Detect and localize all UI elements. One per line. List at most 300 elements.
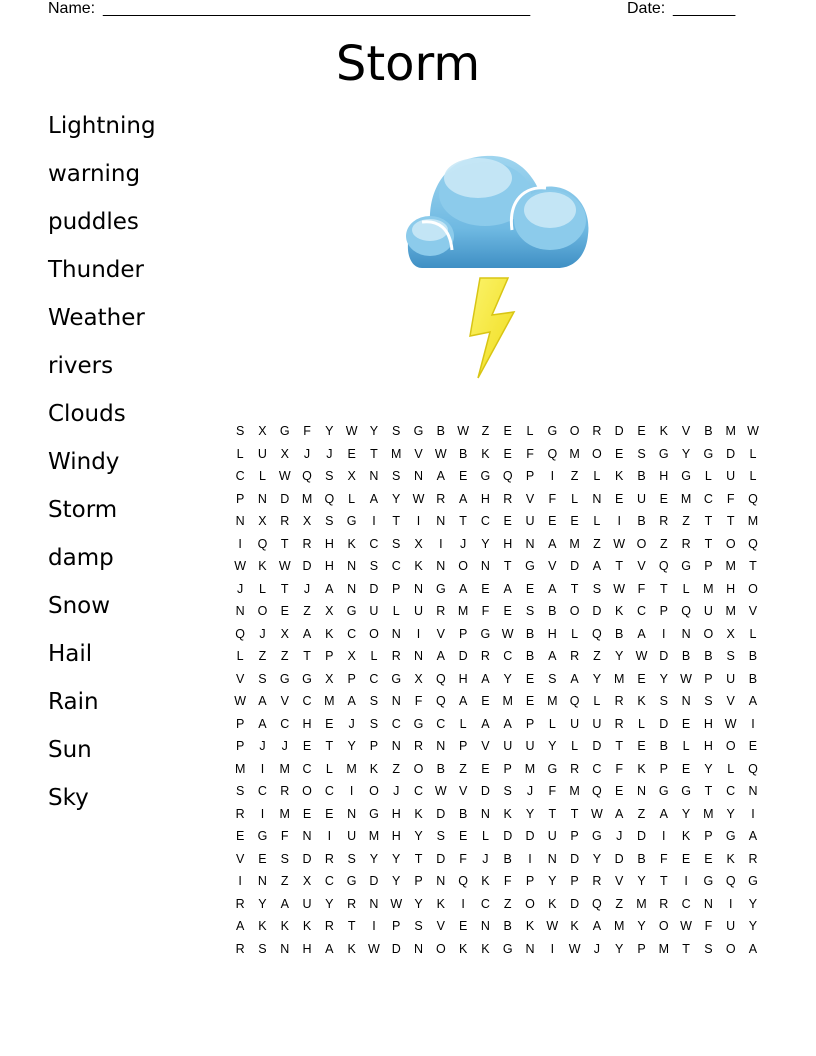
grid-cell[interactable]: N: [703, 896, 713, 911]
grid-cell[interactable]: Q: [592, 896, 602, 911]
grid-cell[interactable]: O: [725, 739, 736, 753]
grid-cell[interactable]: I: [751, 716, 755, 731]
grid-cell[interactable]: E: [525, 581, 535, 596]
grid-cell[interactable]: E: [615, 491, 624, 506]
grid-cell[interactable]: W: [613, 581, 626, 596]
grid-cell[interactable]: B: [704, 424, 713, 438]
grid-cell[interactable]: W: [680, 919, 692, 933]
grid-cell[interactable]: J: [616, 829, 623, 843]
grid-cell[interactable]: C: [480, 896, 490, 911]
grid-cell[interactable]: B: [704, 649, 713, 663]
grid-cell[interactable]: R: [391, 649, 401, 663]
grid-cell[interactable]: R: [659, 514, 669, 528]
grid-cell[interactable]: J: [303, 581, 311, 596]
grid-cell[interactable]: Y: [681, 806, 691, 821]
grid-cell[interactable]: W: [457, 424, 470, 438]
grid-cell[interactable]: G: [346, 874, 357, 888]
grid-cell[interactable]: S: [503, 784, 512, 798]
grid-cell[interactable]: B: [637, 851, 646, 866]
grid-cell[interactable]: K: [570, 919, 579, 933]
grid-cell[interactable]: D: [280, 491, 290, 506]
grid-cell[interactable]: E: [570, 514, 579, 528]
grid-cell[interactable]: T: [414, 851, 423, 866]
grid-cell[interactable]: F: [548, 491, 557, 506]
grid-cell[interactable]: N: [347, 581, 357, 596]
grid-cell[interactable]: B: [637, 514, 646, 528]
grid-cell[interactable]: Y: [748, 919, 758, 933]
grid-cell[interactable]: K: [525, 919, 535, 933]
grid-cell[interactable]: Q: [592, 784, 602, 798]
grid-cell[interactable]: L: [392, 604, 400, 618]
grid-cell[interactable]: G: [369, 806, 379, 821]
grid-cell[interactable]: W: [613, 536, 626, 551]
grid-cell[interactable]: J: [482, 851, 489, 866]
grid-cell[interactable]: Y: [414, 896, 423, 911]
grid-cell[interactable]: N: [235, 604, 245, 618]
grid-cell[interactable]: H: [480, 491, 490, 506]
grid-cell[interactable]: S: [347, 851, 356, 866]
grid-cell[interactable]: C: [636, 604, 646, 618]
grid-cell[interactable]: W: [234, 694, 247, 708]
grid-cell[interactable]: Z: [459, 761, 467, 776]
grid-cell[interactable]: P: [414, 874, 423, 888]
grid-cell[interactable]: T: [615, 739, 624, 753]
grid-cell[interactable]: N: [436, 739, 446, 753]
grid-cell[interactable]: E: [704, 851, 713, 866]
grid-cell[interactable]: M: [547, 694, 558, 708]
grid-cell[interactable]: Z: [303, 604, 311, 618]
grid-cell[interactable]: S: [392, 469, 401, 483]
grid-cell[interactable]: M: [346, 761, 357, 776]
grid-cell[interactable]: W: [368, 941, 380, 956]
grid-cell[interactable]: W: [680, 671, 692, 686]
grid-cell[interactable]: A: [748, 941, 758, 956]
grid-cell[interactable]: R: [436, 604, 446, 618]
grid-cell[interactable]: X: [325, 604, 334, 618]
grid-cell[interactable]: X: [302, 874, 312, 888]
grid-cell[interactable]: F: [637, 581, 646, 596]
grid-cell[interactable]: M: [613, 919, 625, 933]
grid-cell[interactable]: I: [662, 829, 666, 843]
grid-cell[interactable]: C: [703, 491, 713, 506]
grid-cell[interactable]: G: [279, 671, 290, 686]
grid-cell[interactable]: M: [703, 581, 714, 596]
grid-cell[interactable]: P: [704, 829, 713, 843]
grid-cell[interactable]: P: [392, 919, 401, 933]
grid-cell[interactable]: A: [481, 671, 490, 686]
grid-cell[interactable]: I: [528, 851, 532, 866]
grid-cell[interactable]: H: [547, 626, 557, 641]
grid-cell[interactable]: Z: [503, 896, 512, 911]
grid-cell[interactable]: Z: [593, 536, 601, 551]
grid-cell[interactable]: O: [636, 536, 647, 551]
grid-cell[interactable]: D: [369, 581, 379, 596]
grid-cell[interactable]: N: [414, 469, 424, 483]
grid-cell[interactable]: V: [436, 919, 445, 933]
grid-cell[interactable]: U: [592, 716, 602, 731]
grid-cell[interactable]: V: [235, 851, 245, 866]
grid-cell[interactable]: T: [659, 581, 668, 596]
grid-cell[interactable]: P: [392, 581, 401, 596]
grid-cell[interactable]: A: [280, 896, 289, 911]
grid-cell[interactable]: H: [302, 941, 312, 956]
grid-cell[interactable]: Q: [302, 469, 312, 483]
grid-cell[interactable]: A: [458, 694, 468, 708]
grid-cell[interactable]: E: [481, 761, 490, 776]
grid-cell[interactable]: S: [704, 694, 713, 708]
grid-cell[interactable]: V: [748, 604, 758, 618]
grid-cell[interactable]: L: [682, 581, 690, 596]
grid-cell[interactable]: E: [481, 581, 490, 596]
grid-cell[interactable]: D: [480, 784, 490, 798]
name-field-line[interactable]: ________________________________________________: [103, 0, 531, 17]
grid-cell[interactable]: J: [281, 739, 288, 753]
date-field-line[interactable]: _______: [673, 0, 736, 17]
grid-cell[interactable]: N: [436, 559, 446, 573]
grid-cell[interactable]: G: [435, 581, 446, 596]
grid-cell[interactable]: T: [303, 649, 311, 663]
grid-cell[interactable]: D: [458, 649, 468, 663]
grid-cell[interactable]: K: [548, 896, 557, 911]
grid-cell[interactable]: C: [280, 716, 290, 731]
grid-cell[interactable]: L: [481, 829, 489, 843]
grid-cell[interactable]: R: [235, 806, 245, 821]
grid-cell[interactable]: F: [659, 851, 668, 866]
grid-cell[interactable]: A: [258, 694, 267, 708]
grid-cell[interactable]: Q: [748, 491, 758, 506]
grid-cell[interactable]: Y: [681, 446, 691, 461]
grid-cell[interactable]: T: [459, 514, 467, 528]
grid-cell[interactable]: G: [346, 604, 357, 618]
grid-cell[interactable]: L: [325, 761, 333, 776]
grid-cell[interactable]: J: [303, 446, 311, 461]
grid-cell[interactable]: C: [726, 784, 736, 798]
grid-cell[interactable]: M: [502, 694, 513, 708]
grid-cell[interactable]: I: [617, 514, 621, 528]
grid-cell[interactable]: H: [458, 671, 468, 686]
grid-cell[interactable]: E: [615, 784, 624, 798]
grid-cell[interactable]: D: [302, 851, 312, 866]
grid-cell[interactable]: X: [280, 446, 289, 461]
grid-cell[interactable]: K: [503, 806, 512, 821]
grid-cell[interactable]: E: [280, 604, 289, 618]
grid-cell[interactable]: J: [593, 941, 601, 956]
grid-cell[interactable]: L: [348, 491, 356, 506]
grid-cell[interactable]: E: [458, 469, 468, 483]
grid-cell[interactable]: W: [724, 716, 737, 731]
grid-cell[interactable]: D: [726, 446, 736, 461]
grid-cell[interactable]: F: [615, 761, 624, 776]
grid-cell[interactable]: K: [458, 941, 468, 956]
grid-cell[interactable]: S: [325, 514, 334, 528]
grid-cell[interactable]: T: [503, 559, 512, 573]
grid-cell[interactable]: N: [391, 694, 401, 708]
grid-cell[interactable]: Q: [748, 761, 758, 776]
grid-cell[interactable]: L: [638, 716, 645, 731]
grid-cell[interactable]: E: [681, 716, 691, 731]
grid-cell[interactable]: B: [525, 626, 535, 641]
grid-cell[interactable]: D: [659, 649, 669, 663]
grid-cell[interactable]: T: [570, 806, 579, 821]
grid-cell[interactable]: M: [569, 536, 580, 551]
grid-cell[interactable]: O: [458, 559, 468, 573]
grid-cell[interactable]: T: [704, 536, 713, 551]
grid-cell[interactable]: X: [726, 626, 735, 641]
grid-cell[interactable]: U: [347, 829, 357, 843]
grid-cell[interactable]: T: [615, 559, 624, 573]
grid-cell[interactable]: K: [659, 424, 668, 438]
grid-cell[interactable]: T: [682, 941, 690, 956]
grid-cell[interactable]: U: [726, 469, 736, 483]
grid-cell[interactable]: B: [659, 739, 668, 753]
grid-cell[interactable]: A: [503, 716, 512, 731]
grid-cell[interactable]: D: [592, 739, 602, 753]
grid-cell[interactable]: C: [347, 626, 357, 641]
grid-cell[interactable]: C: [302, 694, 312, 708]
grid-cell[interactable]: P: [525, 716, 535, 731]
grid-cell[interactable]: N: [592, 491, 602, 506]
grid-cell[interactable]: H: [726, 581, 736, 596]
grid-cell[interactable]: Q: [569, 694, 580, 708]
grid-cell[interactable]: J: [459, 536, 467, 551]
grid-cell[interactable]: R: [414, 739, 424, 753]
grid-cell[interactable]: Y: [637, 874, 646, 888]
grid-cell[interactable]: E: [481, 694, 490, 708]
grid-cell[interactable]: P: [369, 739, 379, 753]
grid-cell[interactable]: N: [681, 626, 691, 641]
grid-cell[interactable]: N: [636, 784, 646, 798]
grid-cell[interactable]: O: [725, 941, 736, 956]
grid-cell[interactable]: V: [681, 424, 691, 438]
grid-cell[interactable]: M: [279, 806, 290, 821]
grid-cell[interactable]: S: [325, 469, 334, 483]
grid-cell[interactable]: I: [751, 806, 755, 821]
grid-cell[interactable]: M: [703, 806, 714, 821]
grid-cell[interactable]: Q: [748, 536, 758, 551]
grid-cell[interactable]: V: [280, 694, 289, 708]
grid-cell[interactable]: R: [748, 851, 758, 866]
grid-cell[interactable]: R: [503, 491, 513, 506]
grid-cell[interactable]: W: [278, 559, 291, 573]
grid-cell[interactable]: J: [259, 739, 266, 753]
grid-cell[interactable]: W: [434, 446, 447, 461]
grid-cell[interactable]: S: [548, 671, 557, 686]
grid-cell[interactable]: A: [748, 829, 758, 843]
grid-cell[interactable]: Y: [325, 424, 334, 438]
grid-cell[interactable]: K: [615, 469, 624, 483]
grid-cell[interactable]: Y: [481, 536, 490, 551]
grid-cell[interactable]: L: [682, 739, 690, 753]
grid-cell[interactable]: L: [704, 469, 712, 483]
grid-cell[interactable]: I: [728, 896, 733, 911]
grid-cell[interactable]: A: [458, 491, 468, 506]
grid-cell[interactable]: G: [279, 424, 290, 438]
grid-cell[interactable]: E: [525, 671, 535, 686]
grid-cell[interactable]: D: [614, 424, 624, 438]
grid-cell[interactable]: H: [391, 829, 401, 843]
grid-cell[interactable]: E: [681, 851, 691, 866]
grid-cell[interactable]: K: [347, 536, 356, 551]
grid-cell[interactable]: M: [636, 896, 647, 911]
grid-cell[interactable]: Y: [392, 491, 401, 506]
grid-cell[interactable]: E: [503, 604, 512, 618]
grid-cell[interactable]: J: [348, 716, 355, 731]
grid-cell[interactable]: N: [257, 491, 267, 506]
grid-cell[interactable]: M: [658, 941, 669, 956]
grid-cell[interactable]: I: [260, 761, 265, 776]
grid-cell[interactable]: D: [503, 829, 513, 843]
grid-cell[interactable]: R: [302, 536, 312, 551]
grid-cell[interactable]: E: [503, 424, 512, 438]
grid-cell[interactable]: N: [391, 739, 401, 753]
grid-cell[interactable]: R: [592, 874, 602, 888]
grid-cell[interactable]: A: [615, 806, 624, 821]
grid-cell[interactable]: T: [704, 784, 713, 798]
grid-cell[interactable]: T: [726, 514, 735, 528]
grid-cell[interactable]: H: [324, 536, 334, 551]
grid-cell[interactable]: O: [725, 536, 736, 551]
grid-cell[interactable]: Y: [615, 649, 624, 663]
grid-cell[interactable]: M: [569, 784, 580, 798]
grid-cell[interactable]: W: [345, 424, 358, 438]
grid-cell[interactable]: Q: [235, 626, 246, 641]
grid-cell[interactable]: P: [704, 559, 713, 573]
grid-cell[interactable]: D: [369, 874, 379, 888]
grid-cell[interactable]: P: [325, 649, 334, 663]
grid-cell[interactable]: Z: [659, 536, 668, 551]
grid-cell[interactable]: P: [659, 604, 668, 618]
grid-cell[interactable]: F: [526, 446, 534, 461]
grid-cell[interactable]: P: [637, 941, 646, 956]
grid-cell[interactable]: N: [347, 559, 357, 573]
grid-cell[interactable]: E: [681, 761, 691, 776]
grid-cell[interactable]: V: [458, 784, 468, 798]
grid-cell[interactable]: X: [280, 626, 289, 641]
grid-cell[interactable]: N: [302, 829, 312, 843]
grid-cell[interactable]: X: [414, 671, 423, 686]
grid-cell[interactable]: M: [301, 491, 313, 506]
grid-cell[interactable]: K: [436, 896, 445, 911]
grid-cell[interactable]: Y: [592, 671, 602, 686]
grid-cell[interactable]: E: [458, 919, 468, 933]
grid-cell[interactable]: G: [547, 761, 558, 776]
grid-cell[interactable]: Q: [658, 559, 669, 573]
grid-cell[interactable]: B: [436, 761, 445, 776]
grid-cell[interactable]: A: [503, 581, 512, 596]
grid-cell[interactable]: N: [748, 784, 758, 798]
grid-cell[interactable]: Y: [748, 896, 758, 911]
grid-cell[interactable]: N: [681, 694, 691, 708]
grid-cell[interactable]: H: [703, 739, 713, 753]
grid-cell[interactable]: R: [235, 896, 245, 911]
grid-cell[interactable]: N: [280, 941, 290, 956]
grid-cell[interactable]: R: [324, 919, 334, 933]
grid-cell[interactable]: V: [637, 559, 646, 573]
grid-cell[interactable]: K: [414, 806, 423, 821]
grid-cell[interactable]: U: [414, 604, 424, 618]
grid-cell[interactable]: L: [370, 649, 378, 663]
grid-cell[interactable]: E: [325, 806, 334, 821]
grid-cell[interactable]: K: [637, 761, 646, 776]
grid-cell[interactable]: A: [481, 716, 490, 731]
grid-cell[interactable]: Z: [570, 469, 579, 483]
grid-cell[interactable]: Z: [615, 896, 624, 911]
grid-cell[interactable]: I: [372, 919, 376, 933]
grid-cell[interactable]: S: [592, 581, 602, 596]
grid-cell[interactable]: Y: [369, 424, 379, 438]
grid-cell[interactable]: R: [614, 694, 624, 708]
grid-cell[interactable]: C: [414, 784, 424, 798]
grid-cell[interactable]: Q: [257, 536, 268, 551]
grid-cell[interactable]: X: [302, 514, 312, 528]
grid-cell[interactable]: M: [725, 424, 736, 438]
grid-cell[interactable]: G: [480, 469, 491, 483]
grid-cell[interactable]: C: [302, 761, 312, 776]
grid-cell[interactable]: D: [525, 829, 535, 843]
grid-cell[interactable]: P: [525, 874, 535, 888]
grid-cell[interactable]: E: [548, 514, 557, 528]
grid-cell[interactable]: E: [258, 851, 267, 866]
grid-cell[interactable]: T: [370, 446, 378, 461]
grid-cell[interactable]: B: [436, 424, 445, 438]
grid-cell[interactable]: M: [680, 491, 692, 506]
grid-cell[interactable]: D: [570, 851, 580, 866]
grid-cell[interactable]: F: [726, 491, 735, 506]
grid-cell[interactable]: I: [238, 874, 242, 888]
grid-cell[interactable]: O: [569, 424, 580, 438]
grid-cell[interactable]: L: [571, 739, 579, 753]
grid-cell[interactable]: E: [302, 806, 312, 821]
grid-cell[interactable]: R: [347, 896, 357, 911]
grid-cell[interactable]: T: [280, 581, 289, 596]
grid-cell[interactable]: L: [593, 469, 601, 483]
grid-cell[interactable]: H: [324, 559, 334, 573]
grid-cell[interactable]: M: [524, 761, 536, 776]
grid-cell[interactable]: O: [413, 761, 424, 776]
grid-cell[interactable]: Z: [481, 424, 490, 438]
grid-cell[interactable]: Z: [637, 806, 646, 821]
grid-cell[interactable]: L: [258, 581, 266, 596]
grid-cell[interactable]: D: [570, 559, 580, 573]
grid-cell[interactable]: O: [525, 896, 535, 911]
grid-cell[interactable]: C: [391, 716, 401, 731]
grid-cell[interactable]: W: [635, 649, 648, 663]
grid-cell[interactable]: Q: [435, 694, 446, 708]
grid-cell[interactable]: L: [548, 716, 556, 731]
grid-cell[interactable]: Z: [682, 514, 690, 528]
grid-cell[interactable]: H: [703, 716, 713, 731]
grid-cell[interactable]: A: [325, 941, 334, 956]
grid-cell[interactable]: T: [548, 806, 557, 821]
grid-cell[interactable]: U: [257, 446, 267, 461]
grid-cell[interactable]: D: [436, 851, 446, 866]
grid-cell[interactable]: E: [325, 716, 334, 731]
grid-cell[interactable]: V: [436, 626, 445, 641]
grid-cell[interactable]: C: [257, 784, 267, 798]
grid-cell[interactable]: Q: [324, 491, 335, 506]
grid-cell[interactable]: A: [748, 694, 758, 708]
grid-cell[interactable]: K: [258, 919, 267, 933]
grid-cell[interactable]: A: [458, 581, 468, 596]
grid-cell[interactable]: K: [481, 446, 490, 461]
grid-cell[interactable]: M: [324, 694, 335, 708]
grid-cell[interactable]: G: [658, 784, 669, 798]
grid-cell[interactable]: C: [681, 896, 691, 911]
grid-cell[interactable]: G: [703, 874, 714, 888]
grid-cell[interactable]: N: [414, 581, 424, 596]
grid-cell[interactable]: H: [302, 716, 312, 731]
grid-cell[interactable]: Y: [704, 761, 713, 776]
